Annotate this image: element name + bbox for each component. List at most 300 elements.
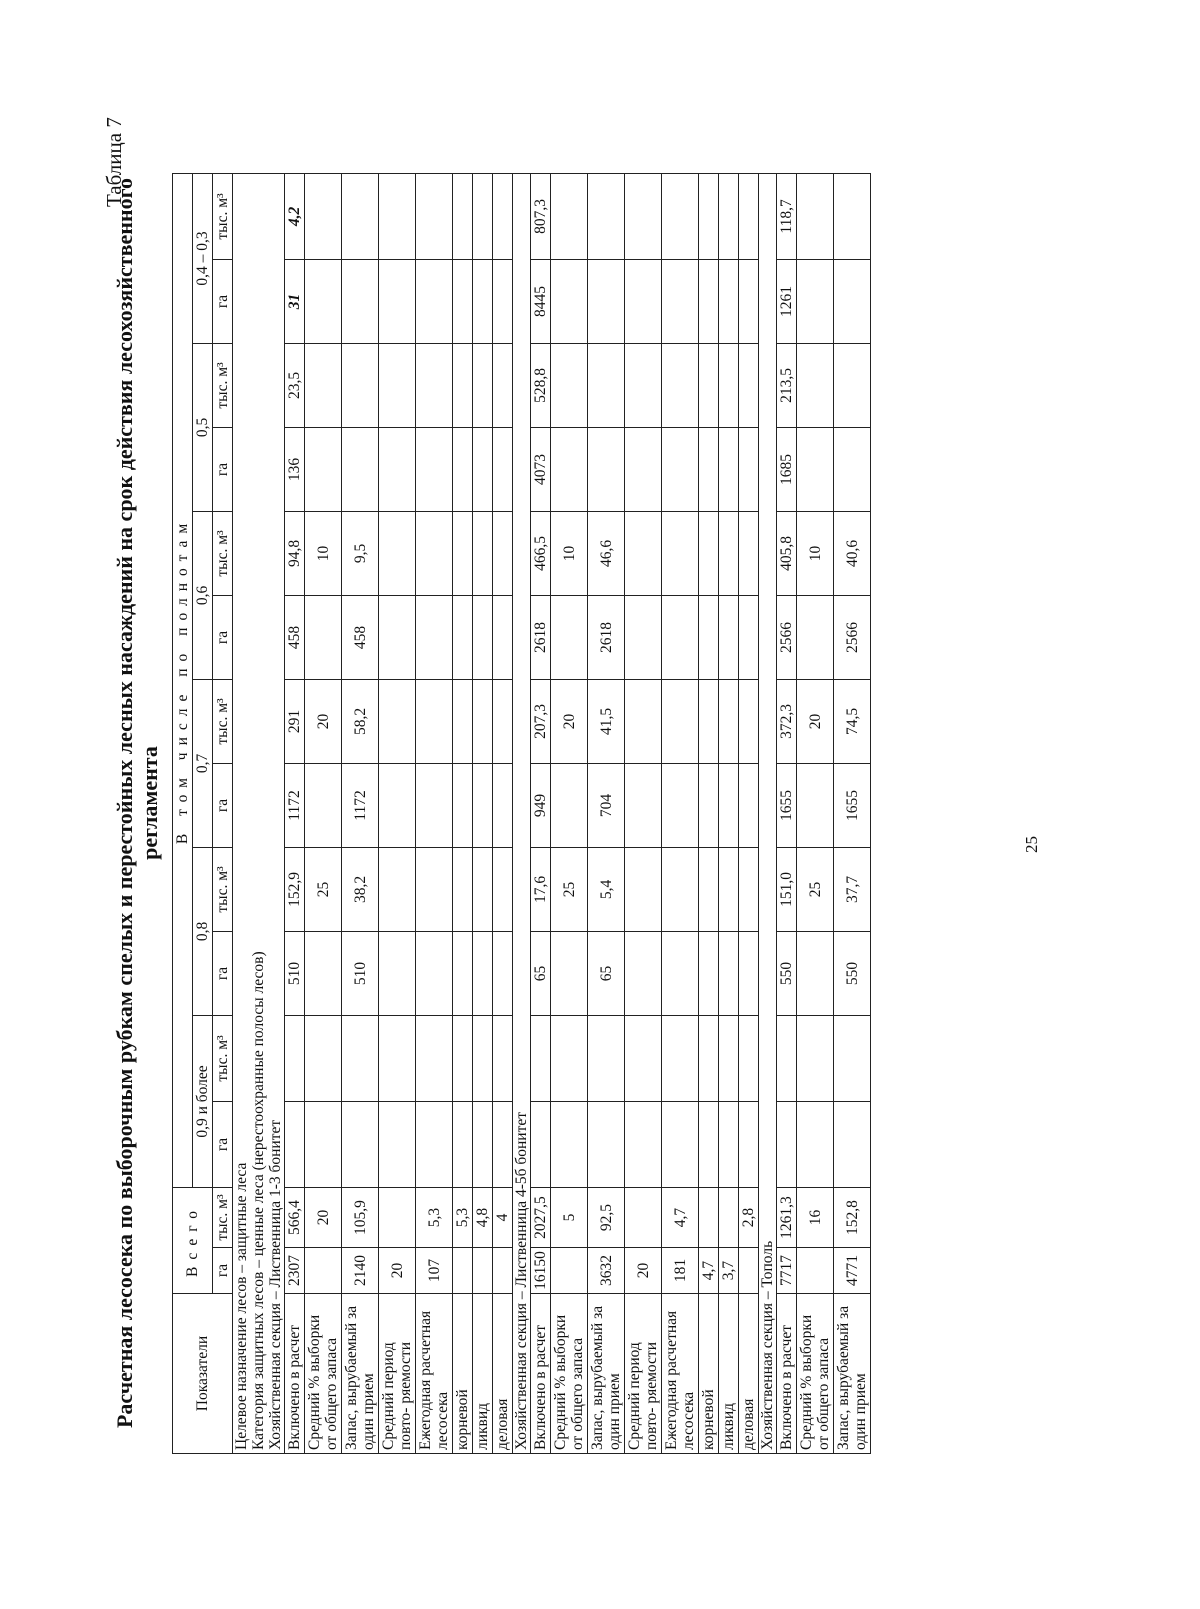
- cell-value: [699, 1187, 719, 1247]
- title-line-1: Расчетная лесосека по выборочным рубкам спелых и перестойных лесных насаждений на срок действия лесохозяйственного: [112, 177, 137, 1429]
- cell-value: [473, 427, 493, 511]
- cell-value: [379, 847, 416, 931]
- section-purpose-text: Целевое назначение лесов – защитные леса: [233, 173, 251, 1453]
- cell-value: [797, 343, 834, 427]
- table-row: [625, 173, 662, 1453]
- unit-ha: га: [213, 763, 233, 847]
- cell-value: 20: [379, 1248, 416, 1294]
- cell-value: [305, 1015, 342, 1101]
- cell-value: [719, 679, 739, 763]
- cell-value: [493, 343, 513, 427]
- row-label: Включено в расчет: [777, 1294, 797, 1454]
- cell-value: [342, 427, 379, 511]
- row-label: деловая: [739, 1294, 759, 1454]
- cell-value: [719, 1015, 739, 1101]
- cell-value: [719, 1187, 739, 1247]
- cell-value: [834, 343, 871, 427]
- unit-thousand-m3: тыс. м³: [213, 511, 233, 595]
- cell-value: [473, 1015, 493, 1101]
- cell-value: 5,3: [416, 1187, 453, 1247]
- cell-value: [305, 173, 342, 259]
- row-label: Запас, вырубаемый за один прием: [588, 1294, 625, 1454]
- cell-value: [834, 1101, 871, 1187]
- cell-value: 528,8: [531, 343, 551, 427]
- cell-value: [473, 259, 493, 343]
- unit-ha: га: [213, 427, 233, 511]
- cell-value: [739, 343, 759, 427]
- cell-value: [699, 343, 719, 427]
- cell-value: 181: [662, 1248, 699, 1294]
- cell-value: 118,7: [777, 173, 797, 259]
- cell-value: 807,3: [531, 173, 551, 259]
- cell-value: [719, 763, 739, 847]
- cell-value: 4,7: [662, 1187, 699, 1247]
- cell-value: [662, 595, 699, 679]
- cell-value: 105,9: [342, 1187, 379, 1247]
- section-poplar: [759, 173, 777, 1453]
- unit-thousand-m3: тыс. м³: [213, 343, 233, 427]
- table-row: [551, 173, 588, 1453]
- table-row: [834, 173, 871, 1453]
- cell-value: 58,2: [342, 679, 379, 763]
- cell-value: 1172: [342, 763, 379, 847]
- cell-value: [719, 847, 739, 931]
- cell-value: [453, 847, 473, 931]
- cell-value: [625, 343, 662, 427]
- cell-value: [342, 1015, 379, 1101]
- cell-value: [625, 511, 662, 595]
- row-label: корневой: [453, 1294, 473, 1454]
- cell-value: 704: [588, 763, 625, 847]
- header-indicator: Показатели: [173, 1294, 233, 1454]
- cell-value: [625, 1187, 662, 1247]
- cell-value: [379, 1187, 416, 1247]
- cell-value: [797, 1248, 834, 1294]
- row-label: Ежегодная расчетная лесосека: [416, 1294, 453, 1454]
- cell-value: [625, 259, 662, 343]
- cell-value: [834, 1015, 871, 1101]
- cell-value: [739, 427, 759, 511]
- cell-value: [493, 1101, 513, 1187]
- cell-value: [739, 595, 759, 679]
- cell-value: 405,8: [777, 511, 797, 595]
- section-category: [250, 173, 267, 1453]
- cell-value: 25: [305, 847, 342, 931]
- header-density-09: 0,9 и более: [193, 1015, 213, 1187]
- header-density-07: 0,7: [193, 679, 213, 847]
- cell-value: 152,9: [285, 847, 305, 931]
- cell-value: [453, 173, 473, 259]
- cell-value: [379, 1101, 416, 1187]
- cell-value: 2,8: [739, 1187, 759, 1247]
- cell-value: [493, 763, 513, 847]
- cell-value: [342, 343, 379, 427]
- row-label: Средний % выборки от общего запаса: [797, 1294, 834, 1454]
- table-row: [662, 173, 699, 1453]
- cell-value: 37,7: [834, 847, 871, 931]
- cell-value: [625, 931, 662, 1015]
- cell-value: 1261: [777, 259, 797, 343]
- cell-value: 1655: [777, 763, 797, 847]
- cell-value: [453, 1248, 473, 1294]
- forest-cut-table: [172, 173, 871, 1454]
- cell-value: [588, 1101, 625, 1187]
- cell-value: [342, 259, 379, 343]
- cell-value: [379, 427, 416, 511]
- cell-value: [551, 931, 588, 1015]
- cell-value: [416, 595, 453, 679]
- cell-value: 2566: [777, 595, 797, 679]
- cell-value: 4,2: [285, 173, 305, 259]
- cell-value: 10: [797, 511, 834, 595]
- cell-value: [588, 427, 625, 511]
- cell-value: [493, 847, 513, 931]
- cell-value: 65: [531, 931, 551, 1015]
- cell-value: [662, 343, 699, 427]
- cell-value: [342, 1101, 379, 1187]
- cell-value: 25: [797, 847, 834, 931]
- cell-value: [699, 1101, 719, 1187]
- row-label: Средний период повто- ряемости: [379, 1294, 416, 1454]
- cell-value: [379, 511, 416, 595]
- cell-value: 949: [531, 763, 551, 847]
- cell-value: [588, 343, 625, 427]
- cell-value: [699, 427, 719, 511]
- cell-value: [416, 173, 453, 259]
- cell-value: [453, 1101, 473, 1187]
- cell-value: [416, 679, 453, 763]
- row-label: ликвид: [473, 1294, 493, 1454]
- cell-value: [416, 259, 453, 343]
- cell-value: [473, 1101, 493, 1187]
- header-density-05: 0,5: [193, 343, 213, 511]
- cell-value: 8445: [531, 259, 551, 343]
- cell-value: 41,5: [588, 679, 625, 763]
- cell-value: [379, 1015, 416, 1101]
- cell-value: [699, 679, 719, 763]
- cell-value: [834, 427, 871, 511]
- cell-value: [305, 427, 342, 511]
- section-larch-1-3: [267, 173, 285, 1453]
- cell-value: [625, 1101, 662, 1187]
- cell-value: [379, 595, 416, 679]
- unit-ha: га: [213, 931, 233, 1015]
- cell-value: 4771: [834, 1248, 871, 1294]
- cell-value: [473, 763, 493, 847]
- cell-value: 10: [305, 511, 342, 595]
- cell-value: [305, 1101, 342, 1187]
- row-label: Средний % выборки от общего запаса: [305, 1294, 342, 1454]
- table-row: [493, 173, 513, 1453]
- cell-value: [834, 259, 871, 343]
- cell-value: [625, 427, 662, 511]
- cell-value: [699, 595, 719, 679]
- cell-value: [493, 173, 513, 259]
- cell-value: [305, 763, 342, 847]
- cell-value: [493, 1248, 513, 1294]
- section-larch-4-5: [513, 173, 531, 1453]
- header-density-06: 0,6: [193, 511, 213, 679]
- cell-value: 16150: [531, 1248, 551, 1294]
- row-label: Включено в расчет: [531, 1294, 551, 1454]
- cell-value: [453, 511, 473, 595]
- cell-value: 20: [551, 679, 588, 763]
- cell-value: 2566: [834, 595, 871, 679]
- cell-value: 152,8: [834, 1187, 871, 1247]
- cell-value: 550: [834, 931, 871, 1015]
- cell-value: [739, 679, 759, 763]
- cell-value: [739, 173, 759, 259]
- cell-value: [662, 763, 699, 847]
- units-row: [213, 173, 233, 1453]
- table-row: [531, 173, 551, 1453]
- header-total: Всего: [173, 1187, 213, 1293]
- section-category-text: Категория защитных лесов – ценные леса (нерестоохранные полосы лесов): [250, 173, 267, 1453]
- page-title: [112, 153, 162, 1453]
- row-label: Запас, вырубаемый за один прием: [834, 1294, 871, 1454]
- cell-value: [551, 595, 588, 679]
- cell-value: [342, 173, 379, 259]
- cell-value: [797, 1101, 834, 1187]
- cell-value: [719, 259, 739, 343]
- row-label: корневой: [699, 1294, 719, 1454]
- cell-value: 3,7: [719, 1248, 739, 1294]
- cell-value: [379, 173, 416, 259]
- row-label: Запас, вырубаемый за один прием: [342, 1294, 379, 1454]
- unit-thousand-m3: тыс. м³: [213, 173, 233, 259]
- cell-value: [662, 931, 699, 1015]
- cell-value: [551, 427, 588, 511]
- cell-value: [739, 511, 759, 595]
- cell-value: [493, 259, 513, 343]
- table-row: [342, 173, 379, 1453]
- cell-value: [719, 343, 739, 427]
- cell-value: 4,8: [473, 1187, 493, 1247]
- cell-value: 5,3: [453, 1187, 473, 1247]
- cell-value: [797, 259, 834, 343]
- cell-value: [473, 1248, 493, 1294]
- header-density-04-03: 0,4 – 0,3: [193, 173, 213, 343]
- cell-value: [551, 343, 588, 427]
- cell-value: 10: [551, 511, 588, 595]
- unit-thousand-m3: тыс. м³: [213, 1187, 233, 1247]
- title-line-2: регламента: [137, 746, 162, 860]
- cell-value: [551, 1101, 588, 1187]
- cell-value: 510: [342, 931, 379, 1015]
- cell-value: 550: [777, 931, 797, 1015]
- cell-value: 20: [305, 679, 342, 763]
- cell-value: [416, 1101, 453, 1187]
- cell-value: [588, 259, 625, 343]
- cell-value: [493, 931, 513, 1015]
- cell-value: [531, 1101, 551, 1187]
- unit-ha: га: [213, 595, 233, 679]
- cell-value: [739, 1015, 759, 1101]
- cell-value: 2307: [285, 1248, 305, 1294]
- row-label: Включено в расчет: [285, 1294, 305, 1454]
- cell-value: [473, 931, 493, 1015]
- cell-value: [719, 173, 739, 259]
- cell-value: [416, 931, 453, 1015]
- section-larch-4-5-text: Хозяйственная секция – Лиственница 4-5б бонитет: [513, 173, 531, 1453]
- cell-value: [662, 259, 699, 343]
- row-label: Средний % выборки от общего запаса: [551, 1294, 588, 1454]
- cell-value: [699, 511, 719, 595]
- cell-value: 136: [285, 427, 305, 511]
- cell-value: 510: [285, 931, 305, 1015]
- cell-value: [493, 679, 513, 763]
- cell-value: [453, 343, 473, 427]
- cell-value: [739, 259, 759, 343]
- cell-value: [719, 427, 739, 511]
- cell-value: [797, 173, 834, 259]
- cell-value: 372,3: [777, 679, 797, 763]
- cell-value: [473, 343, 493, 427]
- cell-value: [285, 1101, 305, 1187]
- cell-value: [625, 763, 662, 847]
- cell-value: [797, 427, 834, 511]
- cell-value: 2618: [531, 595, 551, 679]
- cell-value: [625, 595, 662, 679]
- cell-value: [416, 343, 453, 427]
- section-purpose: [233, 173, 251, 1453]
- cell-value: [719, 595, 739, 679]
- cell-value: [797, 931, 834, 1015]
- cell-value: [625, 847, 662, 931]
- cell-value: 213,5: [777, 343, 797, 427]
- cell-value: [453, 679, 473, 763]
- cell-value: [797, 595, 834, 679]
- cell-value: 291: [285, 679, 305, 763]
- cell-value: [285, 1015, 305, 1101]
- row-label: ликвид: [719, 1294, 739, 1454]
- cell-value: [551, 1015, 588, 1101]
- table-row: [379, 173, 416, 1453]
- cell-value: [453, 595, 473, 679]
- table-number: Таблица 7: [102, 117, 126, 207]
- cell-value: [305, 595, 342, 679]
- cell-value: [453, 259, 473, 343]
- cell-value: 1685: [777, 427, 797, 511]
- table-body: [233, 173, 871, 1453]
- cell-value: [416, 1015, 453, 1101]
- cell-value: [662, 679, 699, 763]
- cell-value: 20: [625, 1248, 662, 1294]
- table-row: [285, 173, 305, 1453]
- cell-value: [699, 847, 719, 931]
- cell-value: 5: [551, 1187, 588, 1247]
- table-row: [739, 173, 759, 1453]
- unit-thousand-m3: тыс. м³: [213, 847, 233, 931]
- unit-ha: га: [213, 259, 233, 343]
- cell-value: [379, 763, 416, 847]
- cell-value: [699, 1015, 719, 1101]
- cell-value: [719, 1101, 739, 1187]
- cell-value: [551, 1248, 588, 1294]
- cell-value: [305, 1248, 342, 1294]
- cell-value: [473, 173, 493, 259]
- cell-value: [305, 343, 342, 427]
- cell-value: [625, 679, 662, 763]
- cell-value: [379, 679, 416, 763]
- cell-value: [777, 1101, 797, 1187]
- header-incl: В том числе по полнотам: [173, 173, 193, 1187]
- cell-value: 16: [797, 1187, 834, 1247]
- cell-value: [379, 931, 416, 1015]
- cell-value: 31: [285, 259, 305, 343]
- cell-value: [797, 763, 834, 847]
- cell-value: 1261,3: [777, 1187, 797, 1247]
- cell-value: 7717: [777, 1248, 797, 1294]
- cell-value: [493, 427, 513, 511]
- cell-value: [453, 1015, 473, 1101]
- cell-value: [777, 1015, 797, 1101]
- cell-value: [453, 931, 473, 1015]
- cell-value: 207,3: [531, 679, 551, 763]
- cell-value: 4073: [531, 427, 551, 511]
- cell-value: 2140: [342, 1248, 379, 1294]
- cell-value: [662, 173, 699, 259]
- cell-value: [416, 511, 453, 595]
- cell-value: [305, 259, 342, 343]
- table-row: [473, 173, 493, 1453]
- cell-value: [493, 511, 513, 595]
- row-label: деловая: [493, 1294, 513, 1454]
- cell-value: 4,7: [699, 1248, 719, 1294]
- cell-value: [588, 1015, 625, 1101]
- header-density-08: 0,8: [193, 847, 213, 1015]
- unit-thousand-m3: тыс. м³: [213, 1015, 233, 1101]
- cell-value: [493, 1015, 513, 1101]
- cell-value: 20: [797, 679, 834, 763]
- cell-value: 3632: [588, 1248, 625, 1294]
- cell-value: [699, 173, 719, 259]
- cell-value: [531, 1015, 551, 1101]
- cell-value: 1172: [285, 763, 305, 847]
- cell-value: [719, 931, 739, 1015]
- cell-value: [493, 595, 513, 679]
- cell-value: 1655: [834, 763, 871, 847]
- cell-value: 23,5: [285, 343, 305, 427]
- cell-value: 458: [342, 595, 379, 679]
- page-number: 25: [1022, 836, 1041, 853]
- cell-value: 5,4: [588, 847, 625, 931]
- cell-value: 65: [588, 931, 625, 1015]
- table-row: [797, 173, 834, 1453]
- cell-value: [473, 595, 493, 679]
- cell-value: [473, 679, 493, 763]
- cell-value: [588, 173, 625, 259]
- cell-value: [625, 1015, 662, 1101]
- cell-value: [739, 763, 759, 847]
- cell-value: 2027,5: [531, 1187, 551, 1247]
- cell-value: 9,5: [342, 511, 379, 595]
- cell-value: [662, 1015, 699, 1101]
- cell-value: 466,5: [531, 511, 551, 595]
- cell-value: 25: [551, 847, 588, 931]
- cell-value: [699, 259, 719, 343]
- cell-value: 94,8: [285, 511, 305, 595]
- cell-value: [551, 173, 588, 259]
- cell-value: 38,2: [342, 847, 379, 931]
- cell-value: [305, 931, 342, 1015]
- cell-value: 151,0: [777, 847, 797, 931]
- cell-value: [834, 173, 871, 259]
- cell-value: [379, 259, 416, 343]
- cell-value: 20: [305, 1187, 342, 1247]
- cell-value: [739, 931, 759, 1015]
- cell-value: [662, 1101, 699, 1187]
